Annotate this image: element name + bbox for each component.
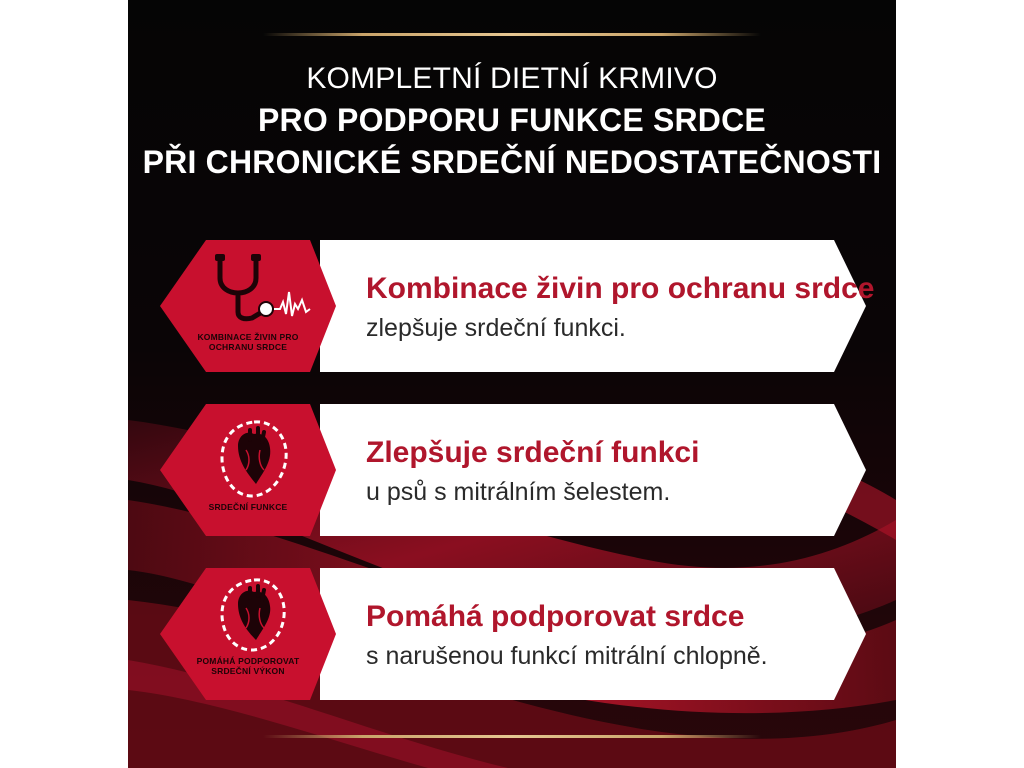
badge-label: SRDEČNÍ FUNKCE: [208, 502, 288, 512]
benefit-title: Zlepšuje srdeční funkci: [366, 436, 700, 469]
benefit-subtitle: s narušenou funkcí mitrální chlopně.: [366, 642, 768, 670]
infographic-panel: [128, 0, 896, 768]
benefit-subtitle: u psů s mitrálním šelestem.: [366, 478, 671, 506]
badge-label: KOMBINACE ŽIVIN PRO OCHRANU SRDCE: [197, 332, 299, 352]
headline-line-3: PŘI CHRONICKÉ SRDEČNÍ NEDOSTATEČNOSTI: [142, 144, 882, 180]
headline-line-2: PRO PODPORU FUNKCE SRDCE: [258, 102, 766, 138]
benefit-card-1: [160, 240, 875, 372]
heart-icon: [218, 576, 290, 656]
benefit-card-2: [160, 404, 866, 536]
headline-line-1: KOMPLETNÍ DIETNÍ KRMIVO: [306, 62, 718, 95]
benefit-title: Pomáhá podporovat srdce: [366, 600, 745, 633]
benefit-card-3: [160, 568, 866, 700]
gold-divider-top: [263, 33, 761, 36]
benefit-title: Kombinace živin pro ochranu srdce: [366, 272, 875, 305]
gold-divider-bottom: [263, 735, 761, 738]
badge-label: POMÁHÁ PODPOROVAT SRDEČNÍ VÝKON: [196, 656, 300, 676]
stethoscope-heartbeat-icon: [200, 252, 312, 324]
heart-icon: [216, 416, 292, 500]
benefit-subtitle: zlepšuje srdeční funkci.: [366, 314, 626, 342]
